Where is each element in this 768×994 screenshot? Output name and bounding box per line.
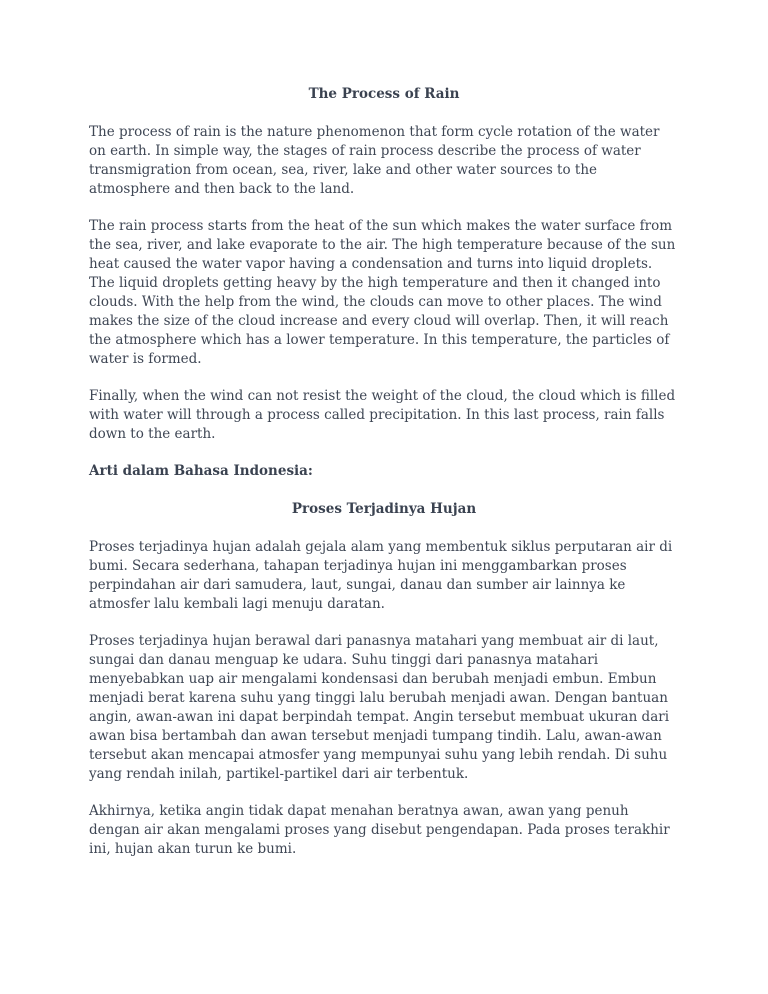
paragraph-english-2: The rain process starts from the heat of the sun which makes the water surface from the sea, river, and lake evaporate to the air. The high temperature because of the sun heat caused the water vapor having a condensation and turns into liquid droplets. The liquid droplets getting heavy by the high temperature and then it changed into clouds. With the help from the wind, the clouds can move to other places. The wind makes the size of the cloud increase and every cloud will overlap. Then, it will reach the atmosphere which has a lower temperature. In this temperature, the particles of water is formed. xyxy=(89,218,676,367)
paragraph-indonesian-1: Proses terjadinya hujan adalah gejala alam yang membentuk siklus perputaran air di bumi. Secara sederhana, tahapan terjadinya hujan ini menggambarkan proses perpindahan air dari samudera, laut, sungai, danau dan sumber air lainnya ke atmosfer lalu kembali lagi menuju daratan. xyxy=(89,539,673,612)
translation-label: Arti dalam Bahasa Indonesia: xyxy=(89,463,313,479)
paragraph-indonesian-3: Akhirnya, ketika angin tidak dapat menahan beratnya awan, awan yang penuh dengan air akan mengalami proses yang disebut pengendapan. Pada proses terakhir ini, hujan akan turun ke bumi. xyxy=(89,803,670,857)
paragraph-english-1: The process of rain is the nature phenomenon that form cycle rotation of the water on earth. In simple way, the stages of rain process describe the process of water transmigration from ocean, sea, river, lake and other water sources to the atmosphere and then back to the land. xyxy=(89,124,660,197)
document-title-indonesian: Proses Terjadinya Hujan xyxy=(291,501,477,517)
paragraph-english-3: Finally, when the wind can not resist the weight of the cloud, the cloud which is filled with water will through a process called precipitation. In this last process, rain falls down to the earth. xyxy=(89,388,676,442)
document-title-english: The Process of Rain xyxy=(308,86,460,102)
paragraph-indonesian-2: Proses terjadinya hujan berawal dari panasnya matahari yang membuat air di laut, sungai dan danau menguap ke udara. Suhu tinggi dari panasnya matahari menyebabkan uap air mengalami kondensasi dan berubah menjadi embun. Embun menjadi berat karena suhu yang tinggi lalu berubah menjadi awan. Dengan bantuan angin, awan-awan ini dapat berpindah tempat. Angin tersebut membuat ukuran dari awan bisa bertambah dan awan tersebut menjadi tumpang tindih. Lalu, awan-awan tersebut akan mencapai atmosfer yang mempunyai suhu yang lebih rendah. Di suhu yang rendah inilah, partikel-partikel dari air terbentuk. xyxy=(89,633,670,782)
